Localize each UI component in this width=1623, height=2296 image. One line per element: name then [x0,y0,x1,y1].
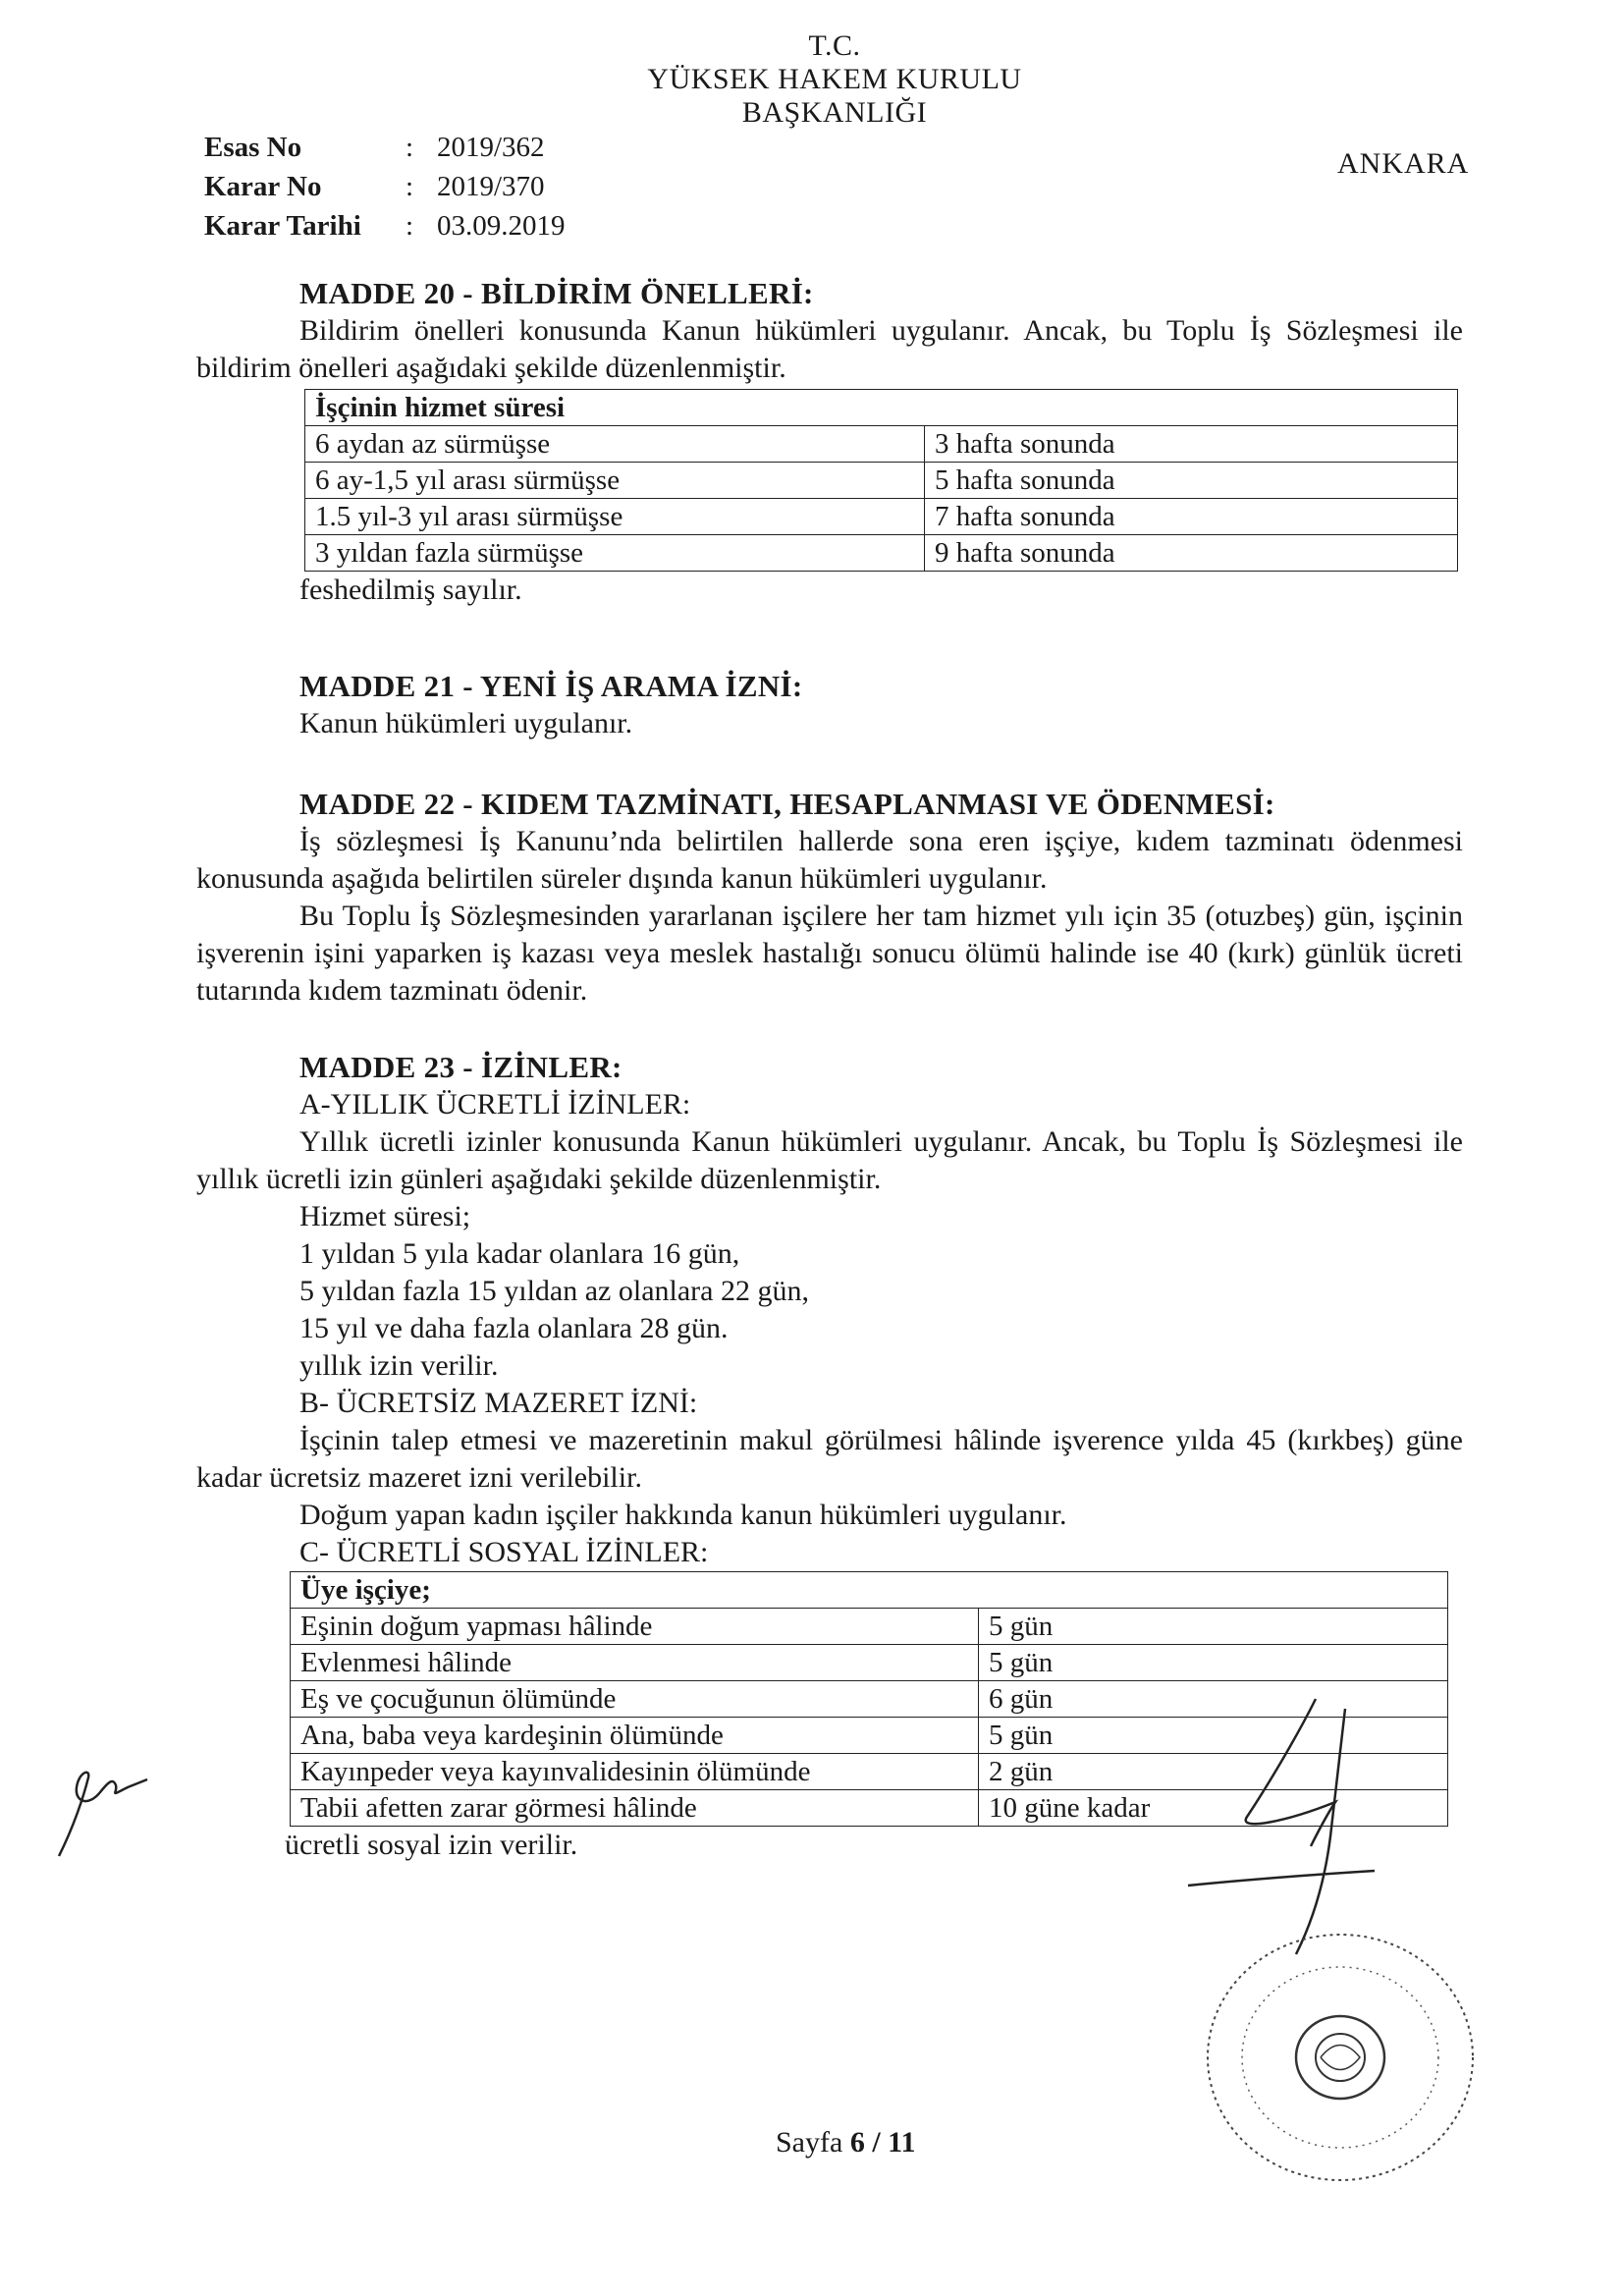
section-paragraph: İş sözleşmesi İş Kanunu’nda belirtilen hallerde sona eren işçiye, kıdem tazminatı ödenmesi konusunda aşağıda belirtilen süreler dışında kanun hükümleri uygulanır. [196,825,1463,895]
table-cell-value: 5 gün [979,1718,1448,1754]
list-item: 15 yıl ve daha fazla olanlara 28 gün. [299,1312,729,1344]
section-paragraph: Yıllık ücretli izinler konusunda Kanun hükümleri uygulanır. Ancak, bu Toplu İş Sözleşmesi ile yıllık ücretli izin günleri aşağıdaki şekilde düzenlenmiştir. [196,1125,1463,1195]
list-item: Hizmet süresi; [299,1200,471,1232]
meta-value: 03.09.2019 [437,210,566,242]
meta-row-esas [204,128,566,167]
section-paragraph: İşçinin talep etmesi ve mazeretinin makul görülmesi hâlinde işverence yılda 45 (kırkbeş) güne kadar ücretsiz mazeret izni verilebilir. [196,1424,1463,1494]
meta-row-tarih [204,206,566,246]
table-cell-label: Tabii afetten zarar görmesi hâlinde [291,1790,979,1827]
section-heading: MADDE 20 - BİLDİRİM ÖNELLERİ: [299,276,814,310]
section-closing: ücretli sosyal izin verilir. [285,1829,578,1861]
meta-value: 2019/362 [437,132,545,163]
table-row [305,463,1458,499]
section-madde-22 [196,786,1463,1010]
table-cell-label: Evlenmesi hâlinde [291,1645,979,1681]
page-count: 6 / 11 [849,2126,916,2159]
meta-colon: : [406,132,414,163]
section-paragraph: Kanun hükümleri uygulanır. [299,707,633,739]
section-madde-21 [196,668,1463,742]
table-cell-value: 5 hafta sonunda [925,463,1458,499]
section-madde-20 [196,275,1463,609]
official-seal-icon [1198,1925,1483,2190]
table-row [305,535,1458,572]
meta-label: Esas No [204,132,302,163]
header-line-institution: YÜKSEK HAKEM KURULU [647,63,1022,95]
table-row [305,426,1458,463]
header-line-tc: T.C. [808,29,861,62]
header-line-presidency: BAŞKANLIĞI [741,96,928,129]
table-cell-value: 2 gün [979,1754,1448,1790]
section-heading: MADDE 22 - KIDEM TAZMİNATI, HESAPLANMASI VE ÖDENMESİ: [299,787,1275,821]
table-cell-value: 5 gün [979,1645,1448,1681]
table-row [305,499,1458,535]
table-header: İşçinin hizmet süresi [305,390,1458,426]
table-header: Üye işçiye; [291,1572,1448,1609]
subsection-heading-c: C- ÜCRETLİ SOSYAL İZİNLER: [299,1536,709,1568]
subsection-heading-a: A-YILLIK ÜCRETLİ İZİNLER: [299,1088,691,1121]
table-cell-label: Eş ve çocuğunun ölümünde [291,1681,979,1718]
page-prefix: Sayfa [776,2126,850,2159]
table-cell-value: 9 hafta sonunda [925,535,1458,572]
table-cell-label: Kayınpeder veya kayınvalidesinin ölümünde [291,1754,979,1790]
meta-row-karar [204,167,566,206]
handwritten-initial [39,1758,157,1866]
section-paragraph: Bildirim önelleri konusunda Kanun hükümleri uygulanır. Ancak, bu Toplu İş Sözleşmesi ile bildirim önelleri aşağıdaki şekilde düzenlenmiştir. [196,314,1463,384]
table-cell-label: Eşinin doğum yapması hâlinde [291,1609,979,1645]
header-city: ANKARA [1337,147,1470,180]
table-cell-value: 3 hafta sonunda [925,426,1458,463]
table-cell-label: Ana, baba veya kardeşinin ölümünde [291,1718,979,1754]
notice-period-table [304,389,1458,572]
meta-value: 2019/370 [437,171,545,202]
table-cell-value: 7 hafta sonunda [925,499,1458,535]
table-cell-value: 5 gün [979,1609,1448,1645]
table-row [291,1609,1448,1645]
section-paragraph: Doğum yapan kadın işçiler hakkında kanun hükümleri uygulanır. [299,1499,1067,1531]
meta-colon: : [406,210,414,242]
table-cell-value: 10 güne kadar [979,1790,1448,1827]
list-item: 1 yıldan 5 yıla kadar olanlara 16 gün, [299,1237,740,1270]
list-item: yıllık izin verilir. [299,1349,499,1382]
section-heading: MADDE 21 - YENİ İŞ ARAMA İZNİ: [299,669,803,703]
subsection-heading-b: B- ÜCRETSİZ MAZERET İZNİ: [299,1387,698,1419]
document-header [550,29,1119,130]
table-cell-value: 6 gün [979,1681,1448,1718]
table-row [291,1645,1448,1681]
page-number [776,2126,916,2159]
section-paragraph: Bu Toplu İş Sözleşmesinden yararlanan işçilere her tam hizmet yılı için 35 (otuzbeş) gün, işçinin işverenin işini yaparken iş kazası veya meslek hastalığı sonucu ölümü halinde ise 40 (kırk) günlük ücreti tutarında kıdem tazminatı ödenir. [196,900,1463,1007]
meta-colon: : [406,171,414,202]
table-cell-label: 3 yıldan fazla sürmüşse [305,535,925,572]
section-closing: feshedilmiş sayılır. [299,574,522,606]
meta-label: Karar No [204,171,322,202]
section-heading: MADDE 23 - İZİNLER: [299,1050,622,1084]
table-cell-label: 6 ay-1,5 yıl arası sürmüşse [305,463,925,499]
handwritten-signature [1178,1689,1394,1964]
table-cell-label: 6 aydan az sürmüşse [305,426,925,463]
list-item: 5 yıldan fazla 15 yıldan az olanlara 22 gün, [299,1275,809,1307]
meta-label: Karar Tarihi [204,210,361,242]
table-cell-label: 1.5 yıl-3 yıl arası sürmüşse [305,499,925,535]
case-meta [204,128,566,246]
